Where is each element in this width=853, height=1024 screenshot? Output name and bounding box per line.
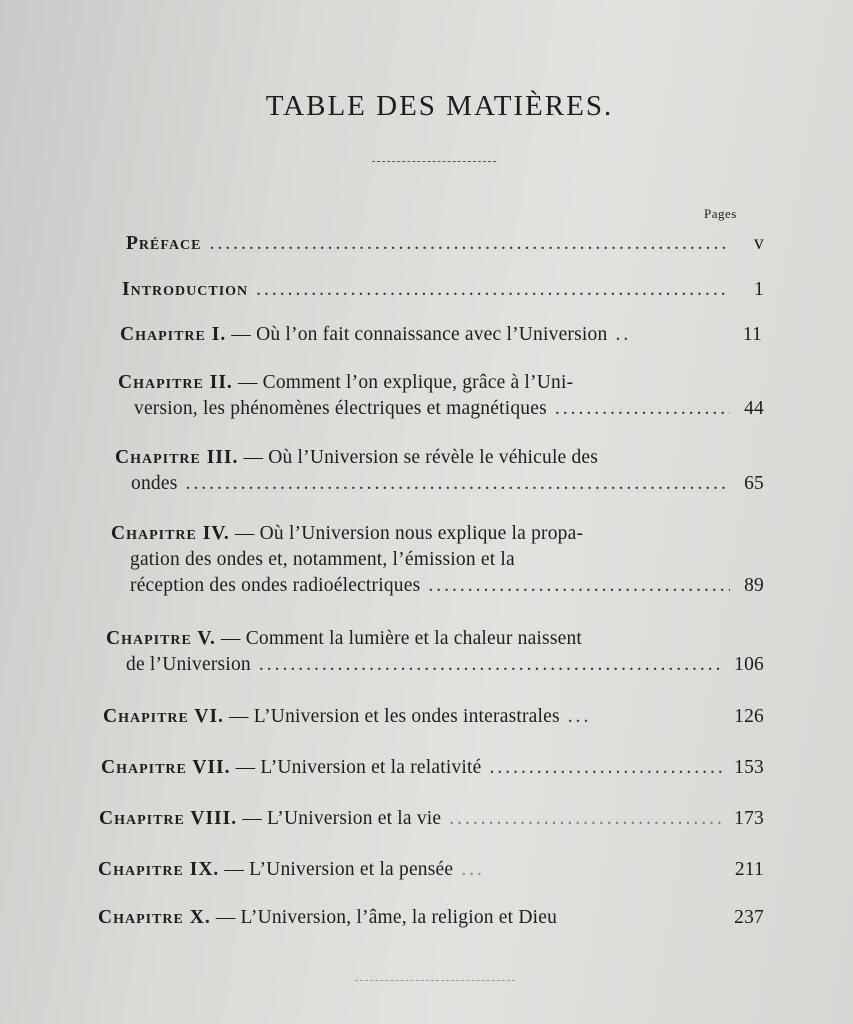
toc-entry-chapter-4 bbox=[111, 521, 764, 599]
entry-label: Chapitre III. bbox=[115, 447, 239, 468]
entry-page: 65 bbox=[744, 473, 764, 494]
entry-page: 153 bbox=[734, 757, 764, 778]
toc-entry-chapter-8 bbox=[99, 806, 764, 832]
entry-text: — L’Universion et les ondes interastrales bbox=[229, 706, 560, 727]
toc-entry-chapter-5 bbox=[106, 626, 764, 678]
entry-text: réception des ondes radioélectriques bbox=[130, 575, 421, 596]
dot-leader bbox=[449, 806, 722, 832]
entry-page: 126 bbox=[734, 706, 764, 727]
entry-label: Chapitre VIII. bbox=[99, 808, 238, 829]
entry-label: Introduction bbox=[122, 279, 249, 300]
entry-text: de l’Universion bbox=[126, 654, 251, 675]
toc-entry-chapter-3 bbox=[115, 445, 764, 497]
entry-label: Chapitre I. bbox=[120, 324, 227, 345]
entry-text: — L’Universion et la relativité bbox=[235, 757, 482, 778]
entry-page: 211 bbox=[734, 859, 764, 880]
toc-entry-chapter-2 bbox=[118, 370, 764, 422]
dot-leader bbox=[186, 471, 731, 497]
entry-label: Chapitre IX. bbox=[98, 859, 220, 880]
entry-text: — L’Universion et la vie bbox=[242, 808, 442, 829]
entry-text: ondes bbox=[131, 473, 178, 494]
entry-text: — L’Universion et la pensée bbox=[224, 859, 454, 880]
entry-label: Chapitre II. bbox=[118, 372, 233, 393]
entry-text: — Comment l’on explique, grâce à l’Uni- bbox=[237, 372, 574, 393]
entry-label: Chapitre V. bbox=[106, 628, 216, 649]
toc-entry-chapter-10 bbox=[98, 905, 764, 931]
entry-label: Préface bbox=[126, 233, 202, 254]
dot-leader bbox=[615, 322, 629, 348]
entry-label: Chapitre VII. bbox=[101, 757, 231, 778]
entry-label: Chapitre X. bbox=[98, 907, 211, 928]
entry-text: version, les phénomènes électriques et magnétiques bbox=[134, 398, 547, 419]
toc-entry-chapter-7 bbox=[101, 755, 764, 781]
dot-leader bbox=[568, 704, 588, 730]
entry-page: 44 bbox=[744, 398, 764, 419]
toc-entry-introduction bbox=[122, 277, 764, 303]
toc-entry-chapter-1 bbox=[120, 322, 762, 348]
entry-page: 237 bbox=[734, 907, 764, 928]
entry-page: v bbox=[754, 233, 764, 254]
entry-page: 89 bbox=[744, 575, 764, 596]
toc-entry-chapter-6 bbox=[103, 704, 764, 730]
toc-entry-preface bbox=[126, 231, 764, 257]
dot-leader bbox=[461, 857, 481, 883]
dot-leader bbox=[428, 573, 730, 599]
entry-page: 11 bbox=[742, 324, 762, 345]
entry-label: Chapitre VI. bbox=[103, 706, 224, 727]
page-title: TABLE DES MATIÈRES. bbox=[265, 90, 614, 122]
title-rule bbox=[372, 161, 496, 162]
toc-entry-chapter-9 bbox=[98, 857, 764, 883]
entry-text: — Où l’Universion nous explique la propa- bbox=[234, 523, 584, 544]
dot-leader bbox=[555, 396, 730, 422]
dot-leader bbox=[259, 652, 722, 678]
dot-leader bbox=[490, 755, 723, 781]
entry-page: 106 bbox=[734, 654, 764, 675]
bottom-rule bbox=[355, 980, 515, 981]
entry-text: — L’Universion, l’âme, la religion et Dieu bbox=[215, 907, 558, 928]
entry-page: 1 bbox=[754, 279, 764, 300]
entry-text: — Où l’on fait connaissance avec l’Universion bbox=[231, 324, 608, 345]
entry-text: gation des ondes et, notamment, l’émission et la bbox=[130, 549, 515, 570]
dot-leader bbox=[256, 277, 730, 303]
entry-label: Chapitre IV. bbox=[111, 523, 230, 544]
entry-page: 173 bbox=[734, 808, 764, 829]
pages-column-label: Pages bbox=[704, 206, 737, 221]
dot-leader bbox=[209, 231, 730, 257]
entry-text: — Où l’Universion se révèle le véhicule des bbox=[243, 447, 599, 468]
entry-text: — Comment la lumière et la chaleur naissent bbox=[220, 628, 583, 649]
